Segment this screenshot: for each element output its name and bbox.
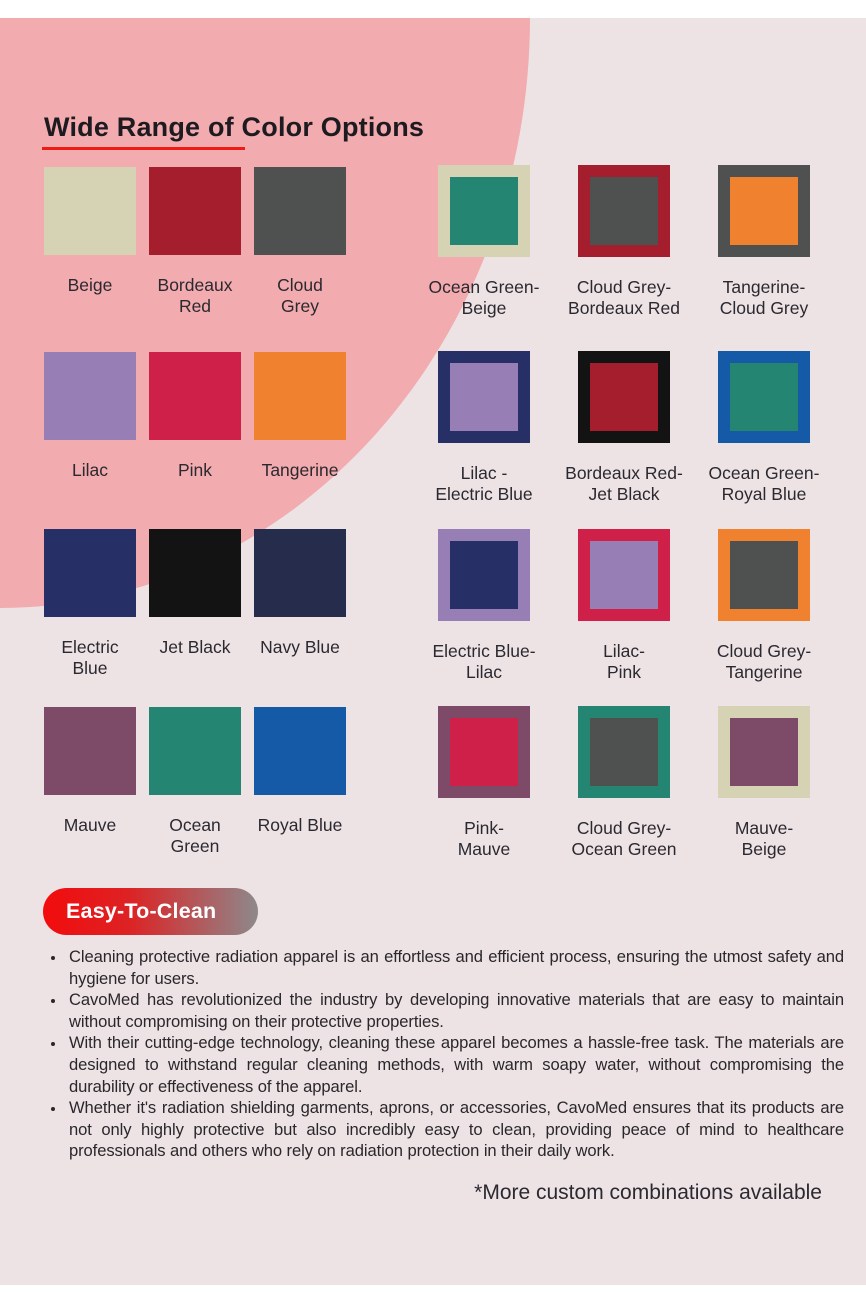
combo-cell-mauve-beige [718, 706, 810, 860]
combo-inner-square [450, 177, 518, 245]
combo-swatch-tangerine-cloud-grey [718, 165, 810, 257]
easy-to-clean-badge [43, 888, 258, 935]
combo-inner-square [450, 541, 518, 609]
combo-swatch-mauve-beige [718, 706, 810, 798]
swatch-label-pink-mauve: Pink- Mauve [457, 818, 511, 859]
combo-swatch-cloud-grey-bordeaux-red [578, 165, 670, 257]
combo-inner-square [590, 541, 658, 609]
swatch-label-lilac: Lilac [72, 460, 108, 480]
swatch-label-lilac-pink: Lilac- Pink [603, 641, 645, 682]
title-underline [42, 147, 245, 150]
combo-cell-cloud-grey-tangerine [718, 529, 810, 683]
combo-inner-square [590, 177, 658, 245]
combo-swatch-ocean-green-royal-blue [718, 351, 810, 443]
color-swatch-ocean-green [149, 707, 241, 795]
combo-inner-square [730, 541, 798, 609]
combo-cell-lilac-electric-blue [435, 351, 533, 505]
swatch-label-cloud-grey-tangerine: Cloud Grey- Tangerine [716, 641, 812, 682]
combo-swatch-electric-blue-lilac [438, 529, 530, 621]
swatch-label-royal-blue: Royal Blue [257, 815, 343, 835]
color-swatch-pink [149, 352, 241, 440]
color-swatch-electric-blue [44, 529, 136, 617]
content-area [0, 18, 866, 1285]
color-swatch-beige [44, 167, 136, 255]
color-swatch-royal-blue [254, 707, 346, 795]
swatch-label-mauve-beige: Mauve- Beige [734, 818, 794, 859]
combo-colors-grid [428, 165, 828, 865]
combo-swatch-pink-mauve [438, 706, 530, 798]
combo-swatch-cloud-grey-tangerine [718, 529, 810, 621]
swatch-label-ocean-green-royal-blue: Ocean Green- Royal Blue [708, 463, 820, 504]
combo-cell-electric-blue-lilac [432, 529, 536, 683]
footnote: *More custom combinations available [474, 1181, 822, 1204]
combo-swatch-lilac-electric-blue [438, 351, 530, 443]
swatch-cell-tangerine [254, 352, 346, 481]
swatch-label-lilac-electric-blue: Lilac - Electric Blue [435, 463, 533, 504]
easy-to-clean-bullets [46, 946, 844, 1162]
swatch-cell-royal-blue [254, 707, 346, 836]
color-swatch-lilac [44, 352, 136, 440]
color-swatch-tangerine [254, 352, 346, 440]
bullet-item: • Whether it's radiation shielding garments, aprons, or accessories, CavoMed ensures that its products are not only highly protective but also incredibly easy to clean, providing peace of mind to healthcare professionals and others who rely on radiation protection in their daily work. [66, 1097, 844, 1162]
combo-swatch-bordeaux-red-jet-black [578, 351, 670, 443]
swatch-cell-cloud-grey [254, 167, 346, 317]
color-swatch-jet-black [149, 529, 241, 617]
swatch-label-ocean-green-beige: Ocean Green- Beige [428, 277, 540, 318]
combo-cell-cloud-grey-ocean-green [571, 706, 677, 860]
combo-swatch-cloud-grey-ocean-green [578, 706, 670, 798]
bullet-item: • CavoMed has revolutionized the industry by developing innovative materials that are easy to maintain without compromising on their protective properties. [66, 989, 844, 1032]
combo-inner-square [730, 363, 798, 431]
swatch-label-pink: Pink [177, 460, 213, 480]
combo-cell-bordeaux-red-jet-black [565, 351, 683, 505]
combo-swatch-ocean-green-beige [438, 165, 530, 257]
combo-inner-square [730, 177, 798, 245]
combo-cell-pink-mauve [438, 706, 530, 860]
swatch-label-navy-blue: Navy Blue [260, 637, 340, 657]
swatch-label-beige: Beige [67, 275, 113, 295]
badge-label: Easy-To-Clean [66, 899, 217, 923]
solid-colors-grid [44, 167, 404, 867]
swatch-label-cloud-grey-bordeaux-red: Cloud Grey- Bordeaux Red [568, 277, 680, 318]
color-swatch-cloud-grey [254, 167, 346, 255]
combo-inner-square [590, 718, 658, 786]
combo-cell-lilac-pink [578, 529, 670, 683]
combo-cell-ocean-green-royal-blue [708, 351, 820, 505]
swatch-label-electric-blue: Electric Blue [61, 637, 119, 678]
swatch-label-bordeaux-red-jet-black: Bordeaux Red- Jet Black [565, 463, 683, 504]
bullet-item: • With their cutting-edge technology, cleaning these apparel becomes a hassle-free task. The materials are designed to withstand regular cleaning methods, with warm soapy water, without compromising the durability or effectiveness of the apparel. [66, 1032, 844, 1097]
color-swatch-mauve [44, 707, 136, 795]
swatch-label-ocean-green: Ocean Green [169, 815, 221, 856]
combo-inner-square [450, 363, 518, 431]
combo-swatch-lilac-pink [578, 529, 670, 621]
swatch-label-jet-black: Jet Black [159, 637, 231, 657]
combo-cell-cloud-grey-bordeaux-red [568, 165, 680, 319]
swatch-label-tangerine: Tangerine [261, 460, 339, 480]
swatch-label-cloud-grey-ocean-green: Cloud Grey- Ocean Green [571, 818, 677, 859]
combo-inner-square [450, 718, 518, 786]
swatch-label-electric-blue-lilac: Electric Blue- Lilac [432, 641, 536, 682]
swatch-label-bordeaux-red: Bordeaux Red [157, 275, 233, 316]
swatch-label-cloud-grey: Cloud Grey [277, 275, 323, 316]
combo-cell-tangerine-cloud-grey [718, 165, 810, 319]
color-swatch-bordeaux-red [149, 167, 241, 255]
combo-cell-ocean-green-beige [428, 165, 540, 319]
combo-inner-square [730, 718, 798, 786]
color-swatch-navy-blue [254, 529, 346, 617]
swatch-cell-navy-blue [254, 529, 346, 658]
swatch-label-mauve: Mauve [63, 815, 117, 835]
swatch-label-tangerine-cloud-grey: Tangerine- Cloud Grey [719, 277, 809, 318]
page-title: Wide Range of Color Options [44, 112, 425, 142]
combo-inner-square [590, 363, 658, 431]
bullet-item: • Cleaning protective radiation apparel is an effortless and efficient process, ensuring the utmost safety and hygiene for users. [66, 946, 844, 989]
